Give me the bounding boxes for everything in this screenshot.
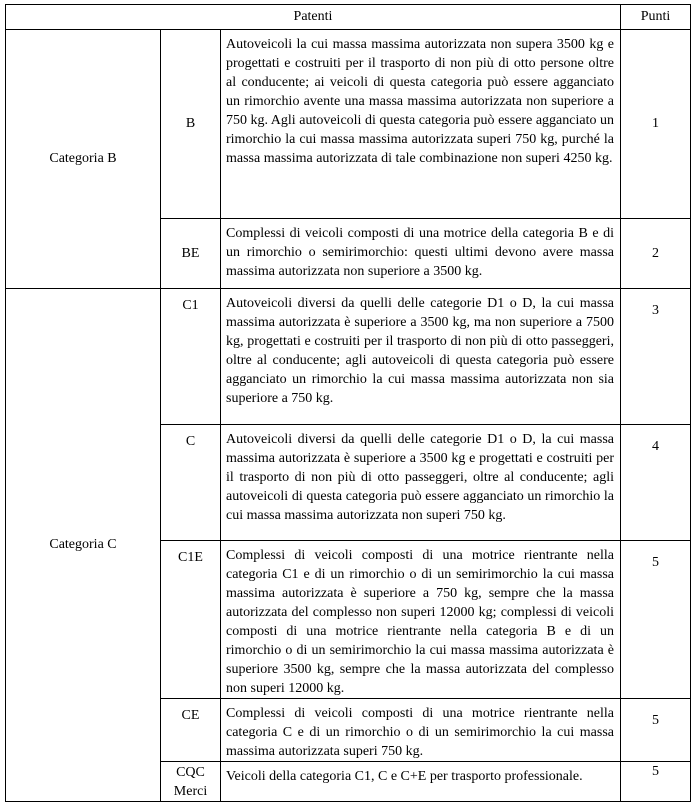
license-description: Complessi di veicoli composti di una motrice della categoria B e di un rimorchio o semirimorchio: questi ultimi devono avere massa massima autorizzata non superiore a 3500 kg.: [221, 219, 621, 289]
license-description: Veicoli della categoria C1, C e C+E per trasporto professionale.: [221, 762, 621, 802]
license-code: B: [161, 30, 221, 219]
license-description: Autoveicoli diversi da quelli delle categorie D1 o D, la cui massa massima autorizzata è superiore a 3500 kg, ma non superiore a 7500 kg, progettati e costruiti per il trasporto di non più di otto passeggeri, oltre al conducente; agli autoveicoli di questa categoria può essere agganciato un rimorchio la cui massa massima autorizzata non sia superiore a 750 kg.: [221, 289, 621, 425]
license-description: Complessi di veicoli composti di una motrice rientrante nella categoria C1 e di un rimorchio o di un semirimorchio la cui massa massima autorizzata è superiore a 750 kg, sempre che la massa autorizzata del complesso non superi 12000 kg; complessi di veicoli composti di una motrice rientrante nella categoria B e di un rimorchio o di un semirimorchio la cui massa massima autorizzata è superiore 3500 kg, sempre che la massa autorizzata del complesso non superi 12000 kg.: [221, 541, 621, 699]
table-row: [6, 30, 691, 219]
license-description: Autoveicoli diversi da quelli delle categorie D1 o D, la cui massa massima autorizzata è superiore a 3500 kg e progettati e costruiti per il trasporto di non più di otto passeggeri, oltre al conducente; agli autoveicoli di questa categoria può essere agganciato un rimorchio la cui massa massima autorizzata non superi 750 kg.: [221, 425, 621, 541]
license-code: C: [161, 425, 221, 541]
license-points: 5: [621, 762, 691, 802]
license-description: Complessi di veicoli composti di una motrice rientrante nella categoria C e di un rimorchio o di un semirimorchio la cui massa massima autorizzata superi 750 kg.: [221, 699, 621, 762]
license-code: C1E: [161, 541, 221, 699]
license-description: Autoveicoli la cui massa massima autorizzata non supera 3500 kg e progettati e costruiti per il trasporto di non più di otto persone oltre al conducente; ai veicoli di questa categoria può essere agganciato un rimorchio avente una massa massima autorizzata non superiore a 750 kg. Agli autoveicoli di questa categoria può essere agganciato un rimorchio la cui massa massima autorizzata superi 750 kg, purché la massa massima autorizzata di tale combinazione non superi 4250 kg.: [221, 30, 621, 219]
header-punti: Punti: [621, 5, 691, 30]
header-patenti: Patenti: [6, 5, 621, 30]
category-b-label: Categoria B: [6, 30, 161, 289]
license-points: 2: [621, 219, 691, 289]
table-row: [6, 289, 691, 425]
license-points: 1: [621, 30, 691, 219]
license-points: 5: [621, 541, 691, 699]
license-code: BE: [161, 219, 221, 289]
license-code-line1: CQC: [176, 764, 205, 780]
category-c-label: Categoria C: [6, 289, 161, 802]
header-row: [6, 5, 691, 30]
license-code: [161, 762, 221, 802]
license-points: 3: [621, 289, 691, 425]
license-points: 5: [621, 699, 691, 762]
license-code: CE: [161, 699, 221, 762]
patenti-table: [5, 4, 691, 802]
license-code-line2: Merci: [173, 783, 208, 799]
license-points: 4: [621, 425, 691, 541]
license-code: C1: [161, 289, 221, 425]
